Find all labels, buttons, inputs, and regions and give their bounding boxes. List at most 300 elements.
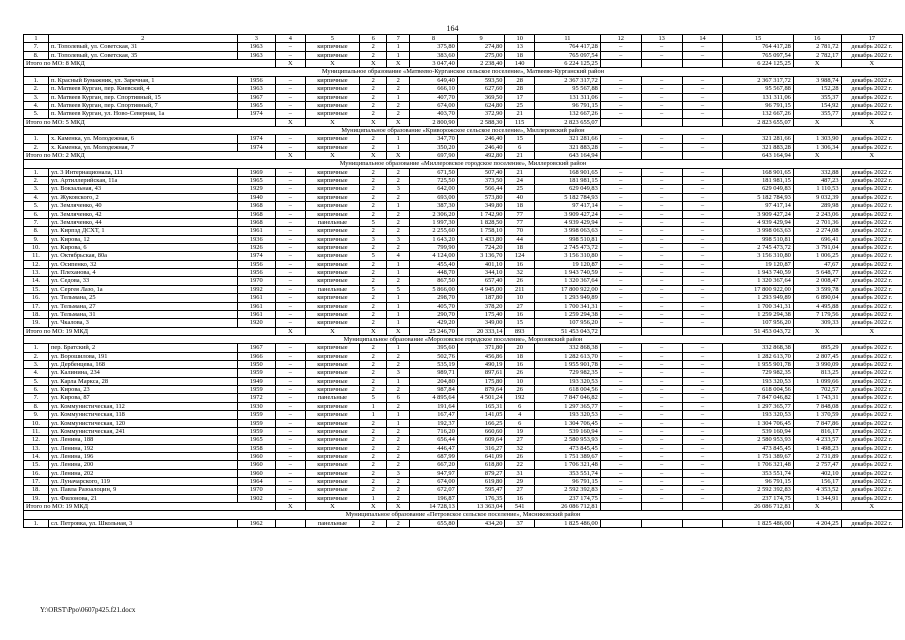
housing-table <box>23 34 903 528</box>
table-cell: – <box>641 444 682 452</box>
table-cell: 1 <box>387 143 410 151</box>
table-cell: 403,70 <box>410 110 458 118</box>
table-cell: – <box>682 461 723 469</box>
table-cell: 107 956,20 <box>534 319 600 327</box>
table-cell: – <box>641 101 682 109</box>
table-cell: 18 <box>505 352 535 360</box>
table-cell: 1 297 365,77 <box>723 402 793 410</box>
table-cell: кирпичные <box>305 436 360 444</box>
address-cell: п. Матвеев Курган, ул. Ново-Северная, 1а <box>48 110 237 118</box>
table-cell: 456,86 <box>457 352 505 360</box>
table-cell: декабрь 2022 г. <box>841 294 902 302</box>
table-cell: 535,19 <box>410 361 458 369</box>
table-cell: 5 <box>360 218 387 226</box>
table-cell: – <box>600 361 641 369</box>
table-cell: декабрь 2022 г. <box>841 218 902 226</box>
table-cell: 2 <box>387 227 410 235</box>
subtotal-cell <box>682 118 723 126</box>
table-cell: 96 791,15 <box>534 478 600 486</box>
table-cell: 2 757,47 <box>793 461 841 469</box>
subtotal-cell <box>641 503 682 511</box>
table-cell: – <box>682 202 723 210</box>
table-cell: 290,70 <box>410 310 458 318</box>
table-cell: 19. <box>24 319 49 327</box>
table-cell: декабрь 2022 г. <box>841 411 902 419</box>
table-cell: 2 <box>387 494 410 502</box>
table-cell: 395,60 <box>410 344 458 352</box>
table-cell: кирпичные <box>305 444 360 452</box>
address-cell: ул. Октябрьская, 80а <box>48 252 237 260</box>
table-cell: 429,20 <box>410 319 458 327</box>
subtotal-cell: 6 224 125,25 <box>723 60 793 68</box>
table-cell: 378,20 <box>457 302 505 310</box>
table-cell: 1 955 901,78 <box>723 361 793 369</box>
subtotal-cell: 893 <box>505 327 535 335</box>
subtotal-cell: X <box>841 327 902 335</box>
table-cell: 674,00 <box>410 478 458 486</box>
table-cell: 16 <box>505 361 535 369</box>
table-cell: 349,00 <box>457 319 505 327</box>
table-cell: 618,80 <box>457 461 505 469</box>
table-cell: 1966 <box>237 352 276 360</box>
subtotal-cell <box>600 60 641 68</box>
table-cell: декабрь 2022 г. <box>841 43 902 51</box>
table-cell: 473 845,45 <box>723 444 793 452</box>
table-cell: – <box>276 478 306 486</box>
table-cell: кирпичные <box>305 202 360 210</box>
table-cell: кирпичные <box>305 427 360 435</box>
table-cell: 3 990,09 <box>793 361 841 369</box>
address-cell: ул. Кирова, 12 <box>48 235 237 243</box>
table-cell: – <box>276 135 306 143</box>
table-cell: 19 120,87 <box>534 260 600 268</box>
table-row <box>24 193 903 201</box>
table-cell: 2 <box>387 486 410 494</box>
table-cell: 1936 <box>237 235 276 243</box>
table-cell: 3 998 063,63 <box>723 227 793 235</box>
table-cell: 181 981,15 <box>534 177 600 185</box>
table-row <box>24 344 903 352</box>
table-cell: – <box>682 51 723 59</box>
table-cell: – <box>276 361 306 369</box>
subtotal-cell: X <box>360 503 387 511</box>
address-cell: ул. Вокзальная, 43 <box>48 185 237 193</box>
table-cell: 1 303,90 <box>793 135 841 143</box>
table-cell: 22 <box>505 461 535 469</box>
table-cell: панельные <box>305 394 360 402</box>
address-cell: п. Матвеев Курган, пер. Киевский, 4 <box>48 85 237 93</box>
table-cell: – <box>600 110 641 118</box>
table-cell: – <box>276 51 306 59</box>
table-cell: – <box>682 377 723 385</box>
table-cell: – <box>682 452 723 460</box>
table-cell: 204,80 <box>410 377 458 385</box>
municipality-name: Муниципальное образование «Морозовское городское поселение», Морозовский район <box>24 335 903 343</box>
address-cell: ул. Дербенцева, 168 <box>48 361 237 369</box>
subtotal-cell: X <box>793 152 841 160</box>
table-cell: 355,37 <box>793 93 841 101</box>
municipality-name: Муниципальное образование «Миллеровское городское поселение», Миллеровский район <box>24 160 903 168</box>
table-cell: 1 344,91 <box>793 494 841 502</box>
table-cell: 4 <box>387 252 410 260</box>
table-cell: 2 <box>387 85 410 93</box>
table-cell: кирпичные <box>305 260 360 268</box>
table-cell: 1. <box>24 76 49 84</box>
table-cell: 1920 <box>237 319 276 327</box>
table-cell: кирпичные <box>305 269 360 277</box>
table-cell: кирпичные <box>305 369 360 377</box>
table-cell: 2 <box>360 177 387 185</box>
table-row <box>24 235 903 243</box>
table-cell: 77 <box>505 218 535 226</box>
table-cell: 289,98 <box>793 202 841 210</box>
table-cell: 1958 <box>237 444 276 452</box>
table-cell: 246,40 <box>457 135 505 143</box>
table-cell: кирпичные <box>305 452 360 460</box>
table-cell: 989,71 <box>410 369 458 377</box>
table-cell: 4. <box>24 193 49 201</box>
column-number: 9 <box>457 35 505 43</box>
table-row <box>24 252 903 260</box>
table-cell: – <box>682 319 723 327</box>
address-cell: ул. Тельмана, 27 <box>48 302 237 310</box>
address-cell: п. Красный Бумажник, ул. Заречная, 1 <box>48 76 237 84</box>
table-cell: декабрь 2022 г. <box>841 452 902 460</box>
subtotal-cell: 21 <box>505 152 535 160</box>
table-cell: 193 320,53 <box>723 377 793 385</box>
table-cell: 7 848,08 <box>793 402 841 410</box>
table-cell: – <box>600 202 641 210</box>
table-cell: декабрь 2022 г. <box>841 302 902 310</box>
table-cell: кирпичные <box>305 494 360 502</box>
municipality-header-row <box>24 68 903 76</box>
table-cell: – <box>600 386 641 394</box>
table-cell: 2 367 317,72 <box>723 76 793 84</box>
municipality-name: Муниципальное образование «Матвеево-Курганское сельское поселение», Матвеево-Курганский район <box>24 68 903 76</box>
table-cell: 1 <box>387 294 410 302</box>
table-cell: 4 204,25 <box>793 519 841 527</box>
table-cell: – <box>600 344 641 352</box>
table-row <box>24 310 903 318</box>
table-cell: 2 <box>360 93 387 101</box>
address-cell: х. Каменка, ул. Молодежная, 7 <box>48 143 237 151</box>
table-cell: 2 <box>387 478 410 486</box>
table-cell: – <box>682 101 723 109</box>
table-cell: 27 <box>505 436 535 444</box>
table-cell: 687,99 <box>410 452 458 460</box>
table-cell: 4 945,00 <box>457 285 505 293</box>
subtotal-cell: 643 164,94 <box>534 152 600 160</box>
subtotal-cell: X <box>841 152 902 160</box>
table-cell: 656,44 <box>410 436 458 444</box>
table-cell: кирпичные <box>305 76 360 84</box>
table-cell: 15. <box>24 461 49 469</box>
table-cell: – <box>682 427 723 435</box>
table-cell: – <box>682 361 723 369</box>
address-cell: ул. 3 Интернационала, 111 <box>48 168 237 176</box>
table-cell: декабрь 2022 г. <box>841 76 902 84</box>
table-row <box>24 269 903 277</box>
table-cell: 2 745 473,72 <box>723 243 793 251</box>
table-cell: 18 <box>505 51 535 59</box>
table-cell: 12. <box>24 260 49 268</box>
table-cell: 1 293 949,89 <box>534 294 600 302</box>
subtotal-label: Итого по МО: 19 МКД <box>24 503 276 511</box>
table-cell: 649,40 <box>410 76 458 84</box>
subtotal-cell: X <box>387 152 410 160</box>
table-cell: 96 791,15 <box>534 101 600 109</box>
column-number: 5 <box>305 35 360 43</box>
table-cell: 14. <box>24 277 49 285</box>
subtotal-cell: X <box>276 152 306 160</box>
table-cell: – <box>682 277 723 285</box>
table-cell: – <box>682 402 723 410</box>
table-cell: 16 <box>505 310 535 318</box>
table-cell: 1 <box>387 43 410 51</box>
table-cell: 1 <box>387 377 410 385</box>
table-row <box>24 419 903 427</box>
column-number: 11 <box>534 35 600 43</box>
column-number: 7 <box>387 35 410 43</box>
table-cell: 624,80 <box>457 101 505 109</box>
table-cell: – <box>641 452 682 460</box>
table-cell: 764 417,28 <box>723 43 793 51</box>
table-cell: 2 <box>360 243 387 251</box>
table-cell: 6 <box>505 402 535 410</box>
table-cell: декабрь 2022 г. <box>841 519 902 527</box>
table-cell: кирпичные <box>305 486 360 494</box>
table-cell: 37 <box>505 519 535 527</box>
table-cell: 25 <box>505 101 535 109</box>
table-row <box>24 294 903 302</box>
table-cell: 70 <box>505 227 535 235</box>
table-cell: 1972 <box>237 394 276 402</box>
table-cell: – <box>641 285 682 293</box>
table-cell: 405,70 <box>410 302 458 310</box>
table-cell: 6. <box>24 386 49 394</box>
column-number: 8 <box>410 35 458 43</box>
table-cell: 2 <box>360 319 387 327</box>
table-cell: 2 306,20 <box>410 210 458 218</box>
table-cell: – <box>276 218 306 226</box>
table-cell: 1 <box>387 260 410 268</box>
table-cell: декабрь 2022 г. <box>841 494 902 502</box>
subtotal-cell: 643 164,94 <box>723 152 793 160</box>
table-cell: 2 592 392,83 <box>723 486 793 494</box>
column-number: 15 <box>723 35 793 43</box>
table-cell: – <box>600 494 641 502</box>
table-cell: 502,76 <box>410 352 458 360</box>
table-cell: 2 <box>360 386 387 394</box>
table-cell: 3. <box>24 93 49 101</box>
table-cell: панельные <box>305 285 360 293</box>
table-cell: – <box>600 177 641 185</box>
table-row <box>24 51 903 59</box>
address-cell: п. Тополевый, ул. Советская, 31 <box>48 43 237 51</box>
table-cell: 1 <box>360 402 387 410</box>
subtotal-cell: X <box>360 327 387 335</box>
table-cell: 490,19 <box>457 361 505 369</box>
subtotal-cell <box>641 60 682 68</box>
table-cell: – <box>641 51 682 59</box>
table-cell: декабрь 2022 г. <box>841 210 902 218</box>
table-cell: 2 <box>387 361 410 369</box>
table-cell: 666,10 <box>410 85 458 93</box>
table-cell: – <box>641 494 682 502</box>
table-row <box>24 43 903 51</box>
table-cell: 19 <box>505 427 535 435</box>
table-cell: 2. <box>24 143 49 151</box>
table-cell: 671,50 <box>410 168 458 176</box>
table-cell: 1 <box>387 310 410 318</box>
table-cell: – <box>276 344 306 352</box>
subtotal-cell <box>682 60 723 68</box>
table-cell: 6. <box>24 210 49 218</box>
table-cell: 487,23 <box>793 177 841 185</box>
table-cell: декабрь 2022 г. <box>841 402 902 410</box>
table-cell: – <box>600 243 641 251</box>
table-cell: – <box>682 193 723 201</box>
table-cell: – <box>641 168 682 176</box>
table-cell: 15 <box>505 319 535 327</box>
table-cell: 2 <box>387 352 410 360</box>
table-row <box>24 185 903 193</box>
column-number: 6 <box>360 35 387 43</box>
table-cell: 4. <box>24 101 49 109</box>
table-cell: 5 <box>387 285 410 293</box>
table-cell: – <box>276 43 306 51</box>
table-cell: 32 <box>505 444 535 452</box>
table-cell: 1 758,10 <box>457 227 505 235</box>
table-cell: 2 <box>387 101 410 109</box>
table-cell: 96 791,15 <box>723 101 793 109</box>
table-cell: – <box>600 369 641 377</box>
table-row <box>24 210 903 218</box>
subtotal-cell <box>600 118 641 126</box>
table-cell: – <box>276 369 306 377</box>
table-cell: декабрь 2022 г. <box>841 319 902 327</box>
table-cell: 372,90 <box>457 110 505 118</box>
table-cell: декабрь 2022 г. <box>841 202 902 210</box>
table-cell: 193 320,53 <box>534 377 600 385</box>
table-cell: 947,97 <box>410 469 458 477</box>
table-cell: 1960 <box>237 452 276 460</box>
table-cell: декабрь 2022 г. <box>841 436 902 444</box>
table-cell: 1 751 389,67 <box>723 452 793 460</box>
table-cell: – <box>276 394 306 402</box>
table-cell: 5 <box>360 394 387 402</box>
table-cell: – <box>682 168 723 176</box>
column-number: 2 <box>48 35 237 43</box>
table-cell: кирпичные <box>305 210 360 218</box>
table-cell: 1970 <box>237 277 276 285</box>
table-cell: – <box>600 101 641 109</box>
table-cell: 2 <box>360 352 387 360</box>
column-number: 10 <box>505 35 535 43</box>
table-cell: – <box>600 478 641 486</box>
table-cell: 1959 <box>237 427 276 435</box>
table-cell: 1 700 341,31 <box>723 302 793 310</box>
table-cell: 446,47 <box>410 444 458 452</box>
table-cell: 5 648,77 <box>793 269 841 277</box>
table-cell: 1956 <box>237 76 276 84</box>
table-cell: – <box>641 218 682 226</box>
table-cell: декабрь 2022 г. <box>841 394 902 402</box>
table-cell: – <box>276 461 306 469</box>
table-cell: – <box>600 218 641 226</box>
address-cell: ул. Сергея Лазо, 1а <box>48 285 237 293</box>
table-cell: – <box>641 135 682 143</box>
table-cell: 237 174,75 <box>723 494 793 502</box>
table-cell: 1963 <box>237 51 276 59</box>
table-cell: 2 <box>387 427 410 435</box>
table-cell: 373,50 <box>457 177 505 185</box>
table-cell: – <box>682 110 723 118</box>
table-cell: 4 939 429,94 <box>534 218 600 226</box>
subtotal-cell <box>641 327 682 335</box>
table-cell: – <box>641 402 682 410</box>
table-cell: 9 032,39 <box>793 193 841 201</box>
table-cell: 2 <box>387 452 410 460</box>
table-cell: – <box>682 93 723 101</box>
table-cell: 26 <box>505 452 535 460</box>
table-cell: 107 956,20 <box>723 319 793 327</box>
table-cell: 141,05 <box>457 411 505 419</box>
table-cell: 29 <box>505 478 535 486</box>
table-cell: 2. <box>24 352 49 360</box>
table-cell: кирпичные <box>305 478 360 486</box>
table-cell: 2 <box>387 277 410 285</box>
address-cell: ул. Коммунистическая, 120 <box>48 419 237 427</box>
table-cell: декабрь 2022 г. <box>841 386 902 394</box>
table-cell: – <box>682 269 723 277</box>
table-cell: 6 890,04 <box>793 294 841 302</box>
table-cell: 332 868,38 <box>534 344 600 352</box>
subtotal-cell: X <box>276 503 306 511</box>
table-cell: – <box>600 51 641 59</box>
table-cell: 175,40 <box>457 310 505 318</box>
table-cell: 95 567,88 <box>534 85 600 93</box>
table-cell: – <box>682 260 723 268</box>
subtotal-row <box>24 118 903 126</box>
table-cell: 1950 <box>237 361 276 369</box>
table-row <box>24 469 903 477</box>
table-cell: 332,88 <box>793 168 841 176</box>
table-cell: – <box>276 294 306 302</box>
table-cell: – <box>682 478 723 486</box>
table-cell: 21 <box>505 110 535 118</box>
table-cell: 660,60 <box>457 427 505 435</box>
table-cell: 1974 <box>237 143 276 151</box>
table-cell: 2 <box>360 135 387 143</box>
table-cell: 998 510,81 <box>723 235 793 243</box>
table-cell: – <box>276 143 306 151</box>
table-cell: 4 501,24 <box>457 394 505 402</box>
table-row <box>24 93 903 101</box>
table-cell: 191,64 <box>410 402 458 410</box>
table-cell: 10 <box>505 294 535 302</box>
subtotal-cell: 13 363,04 <box>457 503 505 511</box>
table-cell: 4 895,64 <box>410 394 458 402</box>
address-cell: ул. Осипенко, 32 <box>48 260 237 268</box>
address-cell: ул. Тельмана, 31 <box>48 310 237 318</box>
table-cell: – <box>641 110 682 118</box>
subtotal-cell: 26 086 712,81 <box>534 503 600 511</box>
subtotal-cell: X <box>360 118 387 126</box>
table-cell: 131 311,06 <box>534 93 600 101</box>
table-cell: – <box>641 235 682 243</box>
table-cell: – <box>641 361 682 369</box>
